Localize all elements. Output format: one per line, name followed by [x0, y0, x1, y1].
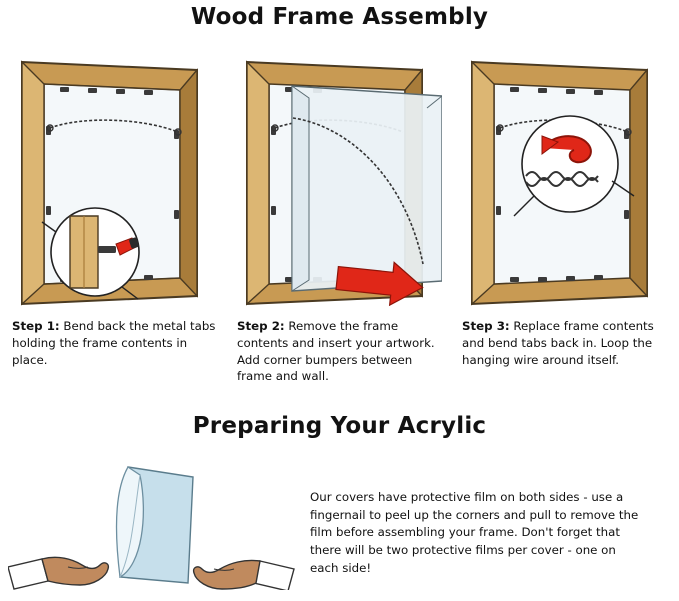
- acrylic-section-title: Preparing Your Acrylic: [192, 413, 487, 439]
- step-1-text: Bend back the metal tabs holding the frame contents in place.: [12, 319, 216, 367]
- frame-step1-illustration: [12, 56, 217, 306]
- acrylic-peel-illustration: [8, 455, 298, 590]
- frame-step3-illustration: [462, 56, 667, 306]
- step-3-text: Replace frame contents and bend tabs back in. Loop the hanging wire around itself.: [462, 319, 654, 367]
- step-1-label: Step 1:: [12, 319, 60, 333]
- step-1-caption: [12, 318, 217, 368]
- step-2-caption: [237, 318, 442, 385]
- acrylic-row: [0, 455, 679, 590]
- step-3: [462, 56, 667, 385]
- step-2-text: Remove the frame contents and insert your artwork. Add corner bumpers between frame and wall.: [237, 319, 435, 384]
- wood-frame-section-title: Wood Frame Assembly: [190, 4, 489, 30]
- step-3-label: Step 3:: [462, 319, 510, 333]
- step-2-label: Step 2:: [237, 319, 285, 333]
- acrylic-instructions-text: Our covers have protective film on both sides - use a fingernail to peel up the corners and pull to remove the film before assembling your frame. Don't forget that there will be two protective films per cover - one on each side!: [310, 490, 639, 575]
- frame-step2-illustration: [237, 56, 442, 306]
- step-2: [237, 56, 442, 385]
- steps-row: [0, 56, 679, 385]
- step-1: [12, 56, 217, 385]
- step-3-caption: [462, 318, 667, 368]
